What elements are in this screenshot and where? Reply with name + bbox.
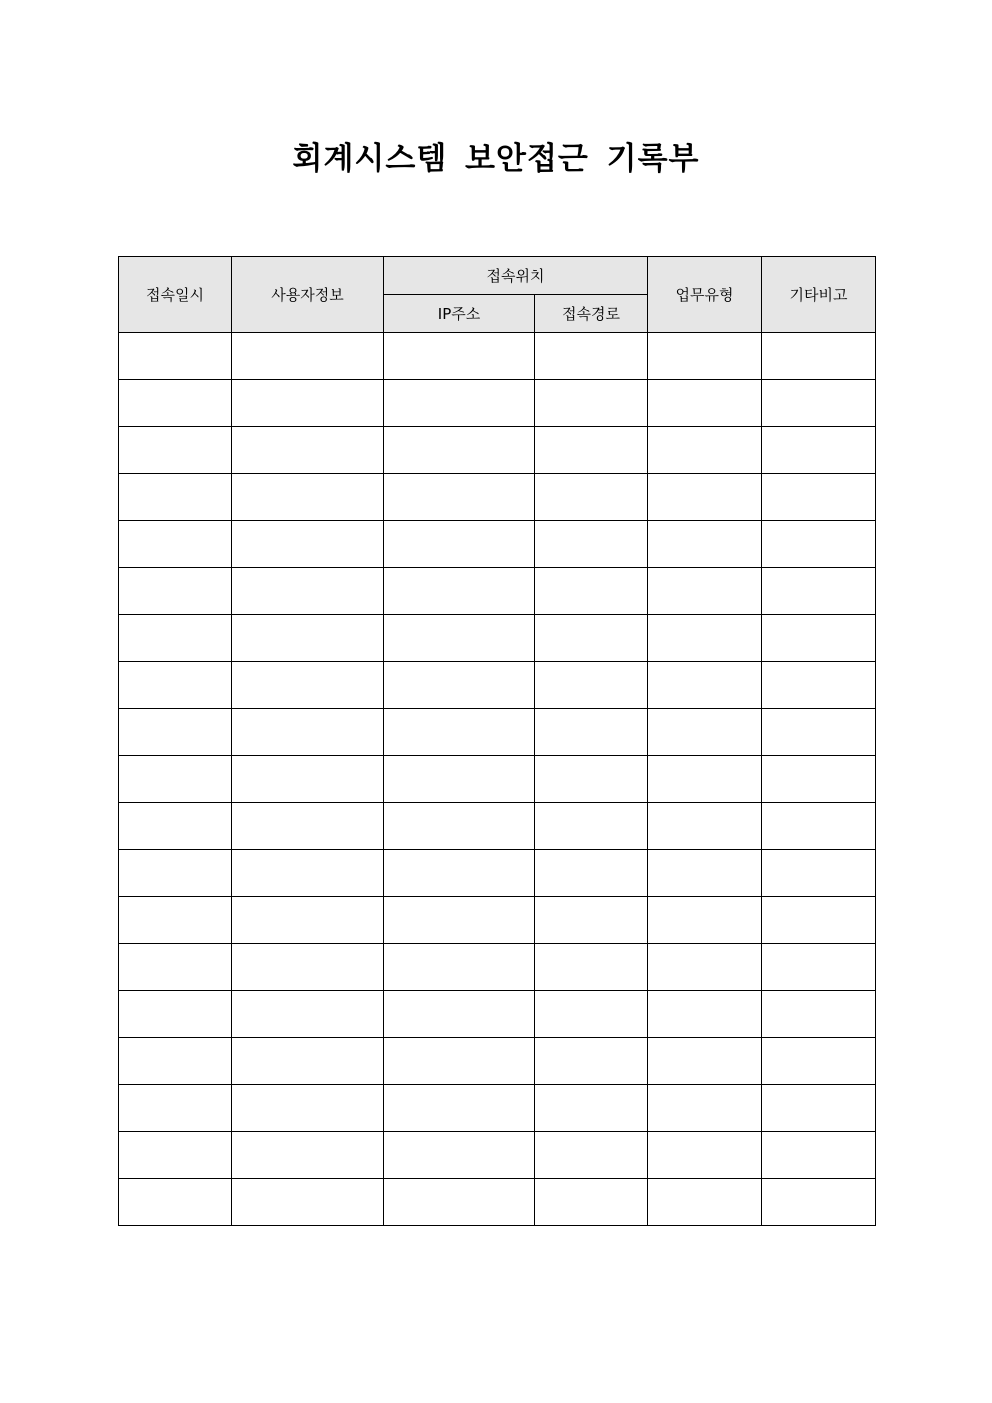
cell-remarks[interactable] — [762, 1132, 876, 1179]
cell-work-type[interactable] — [648, 333, 762, 380]
table-row — [119, 662, 876, 709]
table-row — [119, 474, 876, 521]
cell-remarks[interactable] — [762, 615, 876, 662]
cell-access-datetime[interactable] — [119, 1132, 232, 1179]
cell-remarks[interactable] — [762, 474, 876, 521]
cell-access-route[interactable] — [535, 333, 648, 380]
cell-ip-address[interactable] — [384, 568, 535, 615]
cell-access-route[interactable] — [535, 1179, 648, 1226]
cell-work-type[interactable] — [648, 756, 762, 803]
cell-user-info[interactable] — [232, 756, 384, 803]
cell-remarks[interactable] — [762, 568, 876, 615]
cell-remarks[interactable] — [762, 380, 876, 427]
cell-access-datetime[interactable] — [119, 521, 232, 568]
cell-access-datetime[interactable] — [119, 568, 232, 615]
cell-user-info[interactable] — [232, 380, 384, 427]
cell-access-route[interactable] — [535, 897, 648, 944]
cell-work-type[interactable] — [648, 1132, 762, 1179]
cell-user-info[interactable] — [232, 333, 384, 380]
cell-remarks[interactable] — [762, 521, 876, 568]
cell-access-datetime[interactable] — [119, 1179, 232, 1226]
cell-ip-address[interactable] — [384, 427, 535, 474]
table-body — [119, 333, 876, 1226]
cell-remarks[interactable] — [762, 1085, 876, 1132]
cell-ip-address[interactable] — [384, 333, 535, 380]
header-remarks: 기타비고 — [762, 257, 876, 333]
cell-access-route[interactable] — [535, 662, 648, 709]
cell-remarks[interactable] — [762, 709, 876, 756]
cell-remarks[interactable] — [762, 803, 876, 850]
cell-access-route[interactable] — [535, 756, 648, 803]
cell-remarks[interactable] — [762, 1179, 876, 1226]
cell-access-datetime[interactable] — [119, 897, 232, 944]
cell-ip-address[interactable] — [384, 1085, 535, 1132]
cell-access-route[interactable] — [535, 944, 648, 991]
cell-access-route[interactable] — [535, 615, 648, 662]
cell-user-info[interactable] — [232, 1179, 384, 1226]
cell-access-datetime[interactable] — [119, 850, 232, 897]
cell-work-type[interactable] — [648, 850, 762, 897]
cell-user-info[interactable] — [232, 850, 384, 897]
table-row — [119, 380, 876, 427]
table-row — [119, 333, 876, 380]
cell-user-info[interactable] — [232, 427, 384, 474]
table-row — [119, 615, 876, 662]
cell-work-type[interactable] — [648, 568, 762, 615]
cell-access-datetime[interactable] — [119, 380, 232, 427]
header-access-route: 접속경로 — [535, 295, 648, 333]
cell-remarks[interactable] — [762, 662, 876, 709]
cell-access-datetime[interactable] — [119, 615, 232, 662]
cell-user-info[interactable] — [232, 1132, 384, 1179]
table-row — [119, 756, 876, 803]
table-row — [119, 427, 876, 474]
cell-ip-address[interactable] — [384, 380, 535, 427]
cell-remarks[interactable] — [762, 944, 876, 991]
cell-access-route[interactable] — [535, 850, 648, 897]
cell-user-info[interactable] — [232, 1085, 384, 1132]
cell-work-type[interactable] — [648, 615, 762, 662]
cell-work-type[interactable] — [648, 1038, 762, 1085]
table-row — [119, 944, 876, 991]
cell-remarks[interactable] — [762, 427, 876, 474]
cell-user-info[interactable] — [232, 803, 384, 850]
cell-access-route[interactable] — [535, 991, 648, 1038]
cell-access-datetime[interactable] — [119, 944, 232, 991]
cell-ip-address[interactable] — [384, 897, 535, 944]
table-row — [119, 897, 876, 944]
cell-work-type[interactable] — [648, 944, 762, 991]
cell-access-datetime[interactable] — [119, 991, 232, 1038]
table-row — [119, 521, 876, 568]
cell-user-info[interactable] — [232, 615, 384, 662]
cell-ip-address[interactable] — [384, 1179, 535, 1226]
cell-ip-address[interactable] — [384, 991, 535, 1038]
table-row — [119, 1179, 876, 1226]
cell-access-datetime[interactable] — [119, 427, 232, 474]
cell-user-info[interactable] — [232, 474, 384, 521]
cell-ip-address[interactable] — [384, 474, 535, 521]
cell-user-info[interactable] — [232, 944, 384, 991]
cell-access-route[interactable] — [535, 803, 648, 850]
cell-access-route[interactable] — [535, 709, 648, 756]
cell-work-type[interactable] — [648, 991, 762, 1038]
cell-remarks[interactable] — [762, 897, 876, 944]
cell-access-datetime[interactable] — [119, 474, 232, 521]
header-ip-address: IP주소 — [384, 295, 535, 333]
cell-ip-address[interactable] — [384, 615, 535, 662]
cell-work-type[interactable] — [648, 1179, 762, 1226]
cell-user-info[interactable] — [232, 709, 384, 756]
cell-work-type[interactable] — [648, 380, 762, 427]
cell-remarks[interactable] — [762, 850, 876, 897]
cell-access-route[interactable] — [535, 521, 648, 568]
cell-work-type[interactable] — [648, 897, 762, 944]
header-work-type: 업무유형 — [648, 257, 762, 333]
cell-user-info[interactable] — [232, 662, 384, 709]
cell-ip-address[interactable] — [384, 756, 535, 803]
cell-ip-address[interactable] — [384, 850, 535, 897]
cell-ip-address[interactable] — [384, 709, 535, 756]
cell-work-type[interactable] — [648, 1085, 762, 1132]
cell-access-route[interactable] — [535, 427, 648, 474]
cell-remarks[interactable] — [762, 991, 876, 1038]
cell-ip-address[interactable] — [384, 1132, 535, 1179]
cell-ip-address[interactable] — [384, 1038, 535, 1085]
cell-access-datetime[interactable] — [119, 662, 232, 709]
table-row — [119, 803, 876, 850]
cell-remarks[interactable] — [762, 333, 876, 380]
cell-access-datetime[interactable] — [119, 803, 232, 850]
cell-access-route[interactable] — [535, 568, 648, 615]
table-row — [119, 991, 876, 1038]
cell-user-info[interactable] — [232, 521, 384, 568]
table-row — [119, 1038, 876, 1085]
header-access-datetime: 접속일시 — [119, 257, 232, 333]
cell-user-info[interactable] — [232, 991, 384, 1038]
cell-access-route[interactable] — [535, 1038, 648, 1085]
cell-work-type[interactable] — [648, 709, 762, 756]
cell-work-type[interactable] — [648, 521, 762, 568]
table-row — [119, 1085, 876, 1132]
table-row — [119, 1132, 876, 1179]
cell-access-datetime[interactable] — [119, 333, 232, 380]
table-row — [119, 850, 876, 897]
cell-user-info[interactable] — [232, 897, 384, 944]
access-log-table — [118, 256, 876, 1226]
cell-user-info[interactable] — [232, 1038, 384, 1085]
cell-access-route[interactable] — [535, 380, 648, 427]
cell-access-datetime[interactable] — [119, 709, 232, 756]
cell-ip-address[interactable] — [384, 662, 535, 709]
cell-access-route[interactable] — [535, 1132, 648, 1179]
cell-work-type[interactable] — [648, 427, 762, 474]
page-title: 회계시스템 보안접근 기록부 — [292, 141, 700, 177]
table-row — [119, 568, 876, 615]
cell-remarks[interactable] — [762, 1038, 876, 1085]
cell-access-route[interactable] — [535, 474, 648, 521]
cell-ip-address[interactable] — [384, 521, 535, 568]
cell-access-datetime[interactable] — [119, 1038, 232, 1085]
cell-access-route[interactable] — [535, 1085, 648, 1132]
cell-remarks[interactable] — [762, 756, 876, 803]
cell-work-type[interactable] — [648, 803, 762, 850]
header-access-location: 접속위치 — [384, 257, 648, 295]
cell-ip-address[interactable] — [384, 944, 535, 991]
cell-access-datetime[interactable] — [119, 756, 232, 803]
cell-work-type[interactable] — [648, 662, 762, 709]
cell-access-datetime[interactable] — [119, 1085, 232, 1132]
cell-work-type[interactable] — [648, 474, 762, 521]
table-header — [119, 257, 876, 333]
cell-user-info[interactable] — [232, 568, 384, 615]
cell-ip-address[interactable] — [384, 803, 535, 850]
header-user-info: 사용자정보 — [232, 257, 384, 333]
table-row — [119, 709, 876, 756]
